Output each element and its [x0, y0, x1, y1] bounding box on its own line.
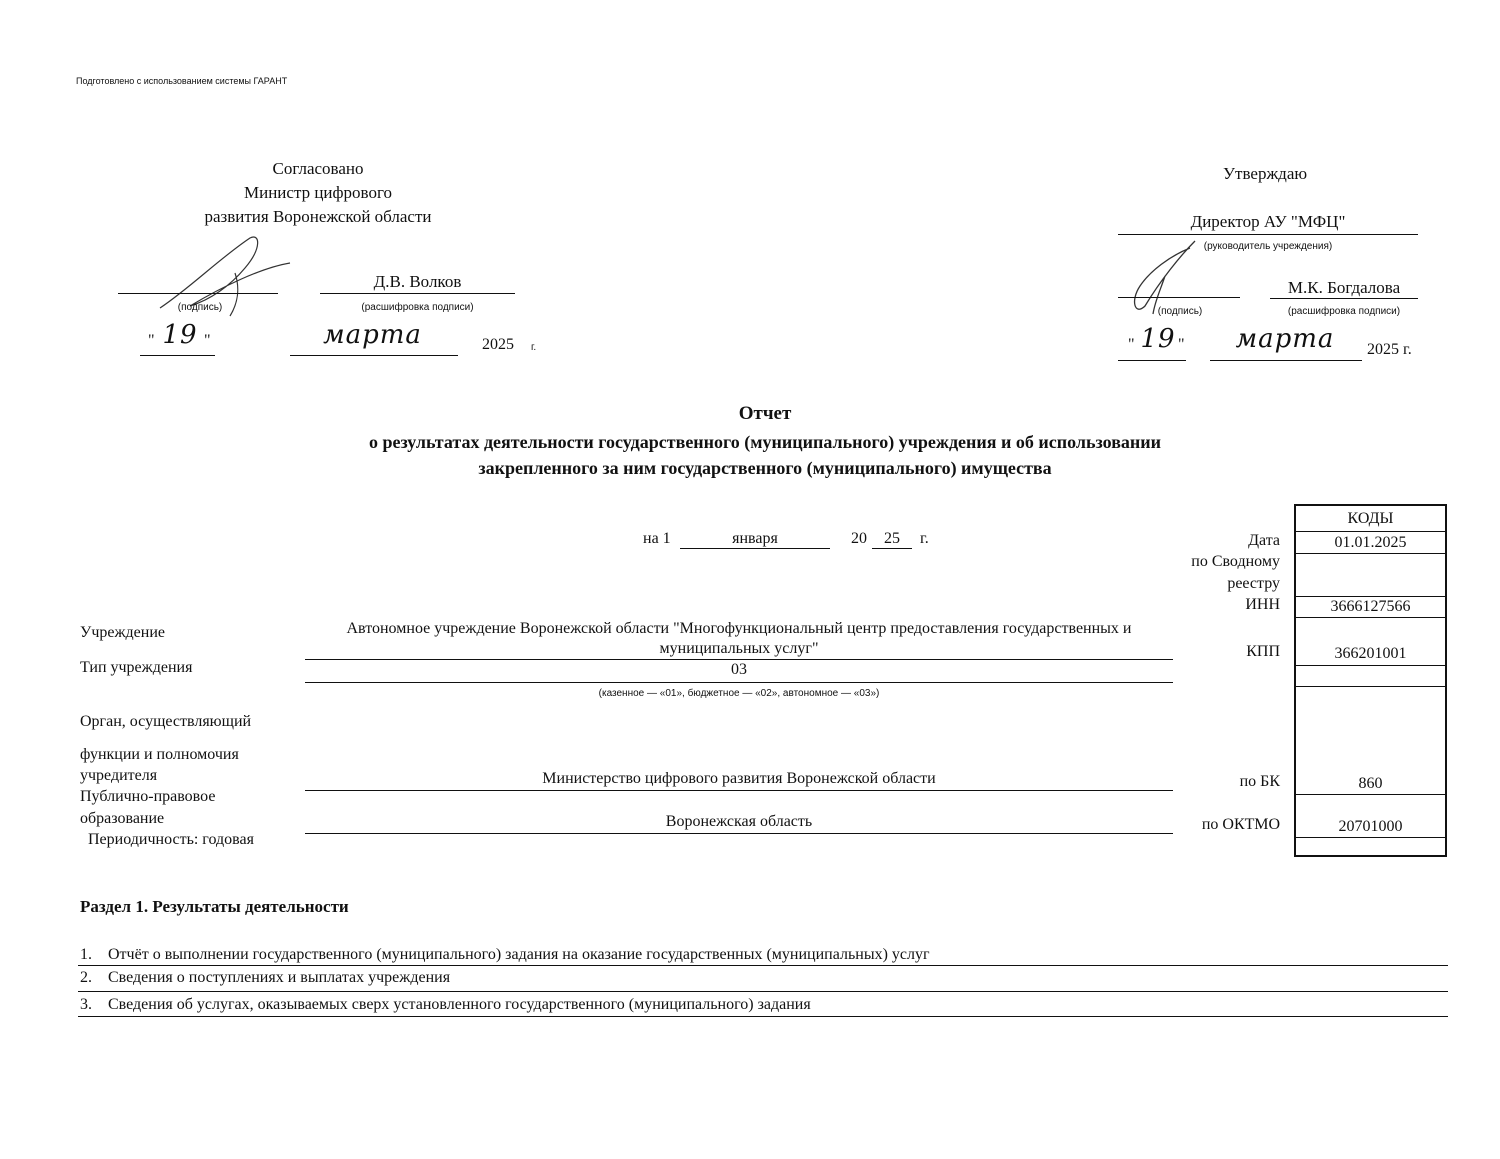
garant-note: Подготовлено с использованием системы ГАРАНТ	[76, 76, 288, 86]
right-year: 2025 г.	[1367, 341, 1412, 358]
date-suffix: г.	[920, 530, 929, 547]
date-year-line	[872, 548, 912, 549]
right-approval-line1: Утверждаю	[1223, 164, 1308, 183]
left-month-line	[290, 355, 458, 356]
code-label-oktmo: по ОКТМО	[1201, 816, 1280, 833]
value-organ: Министерство цифрового развития Воронежской области	[542, 770, 936, 787]
codes-header: КОДЫ	[1347, 510, 1394, 527]
label-organ-2: функции и полномочия	[80, 746, 239, 763]
right-day: 19	[1140, 324, 1176, 354]
title-line3: закрепленного за ним государственного (муниципального) имущества	[478, 458, 1052, 478]
left-sign-caption: (подпись)	[177, 302, 223, 313]
left-approval-line2: Министр цифрового	[243, 183, 392, 202]
right-sign-line	[1118, 297, 1240, 298]
left-year-suffix: г.	[531, 342, 537, 353]
left-day-quote-open: "	[148, 332, 155, 349]
right-month-line	[1210, 360, 1362, 361]
codes-table	[1294, 504, 1447, 857]
title-line1: Отчет	[738, 403, 792, 424]
right-name-line	[1270, 298, 1418, 299]
section-line-3	[78, 1016, 1448, 1017]
code-label-kpp: КПП	[1246, 643, 1280, 660]
code-value-date: 01.01.2025	[1334, 534, 1407, 551]
left-month: марта	[323, 320, 422, 350]
type-hint: (казенное — «01», бюджетное — «02», автономное — «03»)	[598, 688, 880, 699]
left-day-line	[140, 355, 215, 356]
label-public-2: образование	[80, 810, 165, 827]
codes-sep	[1296, 553, 1445, 554]
codes-sep	[1296, 596, 1445, 597]
left-decode-caption: (расшифровка подписи)	[361, 302, 474, 313]
title-line2: о результатах деятельности государственного (муниципального) учреждения и об использовании	[368, 432, 1162, 452]
code-value-inn: 3666127566	[1330, 598, 1411, 615]
left-day-quote-close: "	[204, 332, 211, 349]
left-signer-name: Д.В. Волков	[373, 272, 462, 291]
left-approval-line3: развития Воронежской области	[204, 207, 432, 226]
section-line-1	[78, 965, 1448, 966]
date-prefix: на 1	[643, 530, 671, 547]
code-value-oktmo: 20701000	[1338, 818, 1403, 835]
value-institution-1: Автономное учреждение Воронежской области "Многофункциональный центр предоставления государственных и	[346, 620, 1132, 637]
codes-sep	[1296, 531, 1445, 532]
institution-line	[305, 659, 1173, 660]
section-line-2	[78, 991, 1448, 992]
code-label-registry-2: реестру	[1227, 575, 1280, 592]
organ-line	[305, 790, 1173, 791]
label-type: Тип учреждения	[80, 659, 193, 676]
section-item-3: Сведения об услугах, оказываемых сверх установленного государственного (муниципального) задания	[108, 996, 811, 1013]
left-approval-line1: Согласовано	[272, 159, 364, 178]
code-value-bk: 860	[1358, 775, 1383, 792]
label-institution: Учреждение	[80, 624, 165, 641]
label-periodicity: Периодичность: годовая	[88, 831, 254, 848]
section-item-num-2: 2.	[80, 969, 92, 986]
section-item-1: Отчёт о выполнении государственного (муниципального) задания на оказание государственных (муниципальных) услуг	[108, 946, 930, 963]
codes-sep	[1296, 686, 1445, 687]
value-type: 03	[731, 661, 747, 678]
code-label-bk: по БК	[1239, 773, 1280, 790]
section-item-2: Сведения о поступлениях и выплатах учреждения	[108, 969, 451, 986]
date-month-line	[680, 548, 830, 549]
right-position-line	[1118, 234, 1418, 235]
codes-sep	[1296, 665, 1445, 666]
left-name-line	[320, 293, 515, 294]
right-position: Директор АУ "МФЦ"	[1190, 212, 1346, 231]
date-century: 20	[851, 530, 867, 547]
right-signer-name: М.К. Богдалова	[1287, 278, 1401, 297]
right-day-quote-close: "	[1178, 336, 1185, 353]
right-decode-caption: (расшифровка подписи)	[1287, 306, 1401, 317]
public-line	[305, 833, 1173, 834]
code-value-kpp: 366201001	[1334, 645, 1407, 662]
left-year: 2025	[482, 336, 514, 353]
codes-sep	[1296, 617, 1445, 618]
value-institution-2: муниципальных услуг"	[659, 640, 819, 657]
left-day: 19	[162, 320, 198, 350]
date-year: 25	[884, 530, 900, 547]
right-month: марта	[1235, 324, 1335, 354]
code-label-registry-1: по Сводному	[1191, 553, 1280, 570]
label-organ-1: Орган, осуществляющий	[80, 713, 252, 730]
left-sign-line	[118, 293, 278, 294]
type-line	[305, 682, 1173, 683]
section-item-num-1: 1.	[80, 946, 92, 963]
code-label-inn: ИНН	[1245, 596, 1280, 613]
right-day-line	[1118, 360, 1186, 361]
label-organ-3: учредителя	[80, 767, 158, 784]
section-item-num-3: 3.	[80, 996, 92, 1013]
right-sign-caption: (подпись)	[1157, 306, 1203, 317]
right-day-quote-open: "	[1128, 336, 1135, 353]
label-public-1: Публично-правовое	[80, 788, 216, 805]
code-label-date: Дата	[1248, 532, 1280, 549]
date-month: января	[732, 530, 778, 547]
right-position-caption: (руководитель учреждения)	[1203, 241, 1333, 252]
codes-sep	[1296, 837, 1445, 838]
codes-sep	[1296, 794, 1445, 795]
value-public: Воронежская область	[665, 813, 813, 830]
section-title: Раздел 1. Результаты деятельности	[80, 897, 349, 916]
